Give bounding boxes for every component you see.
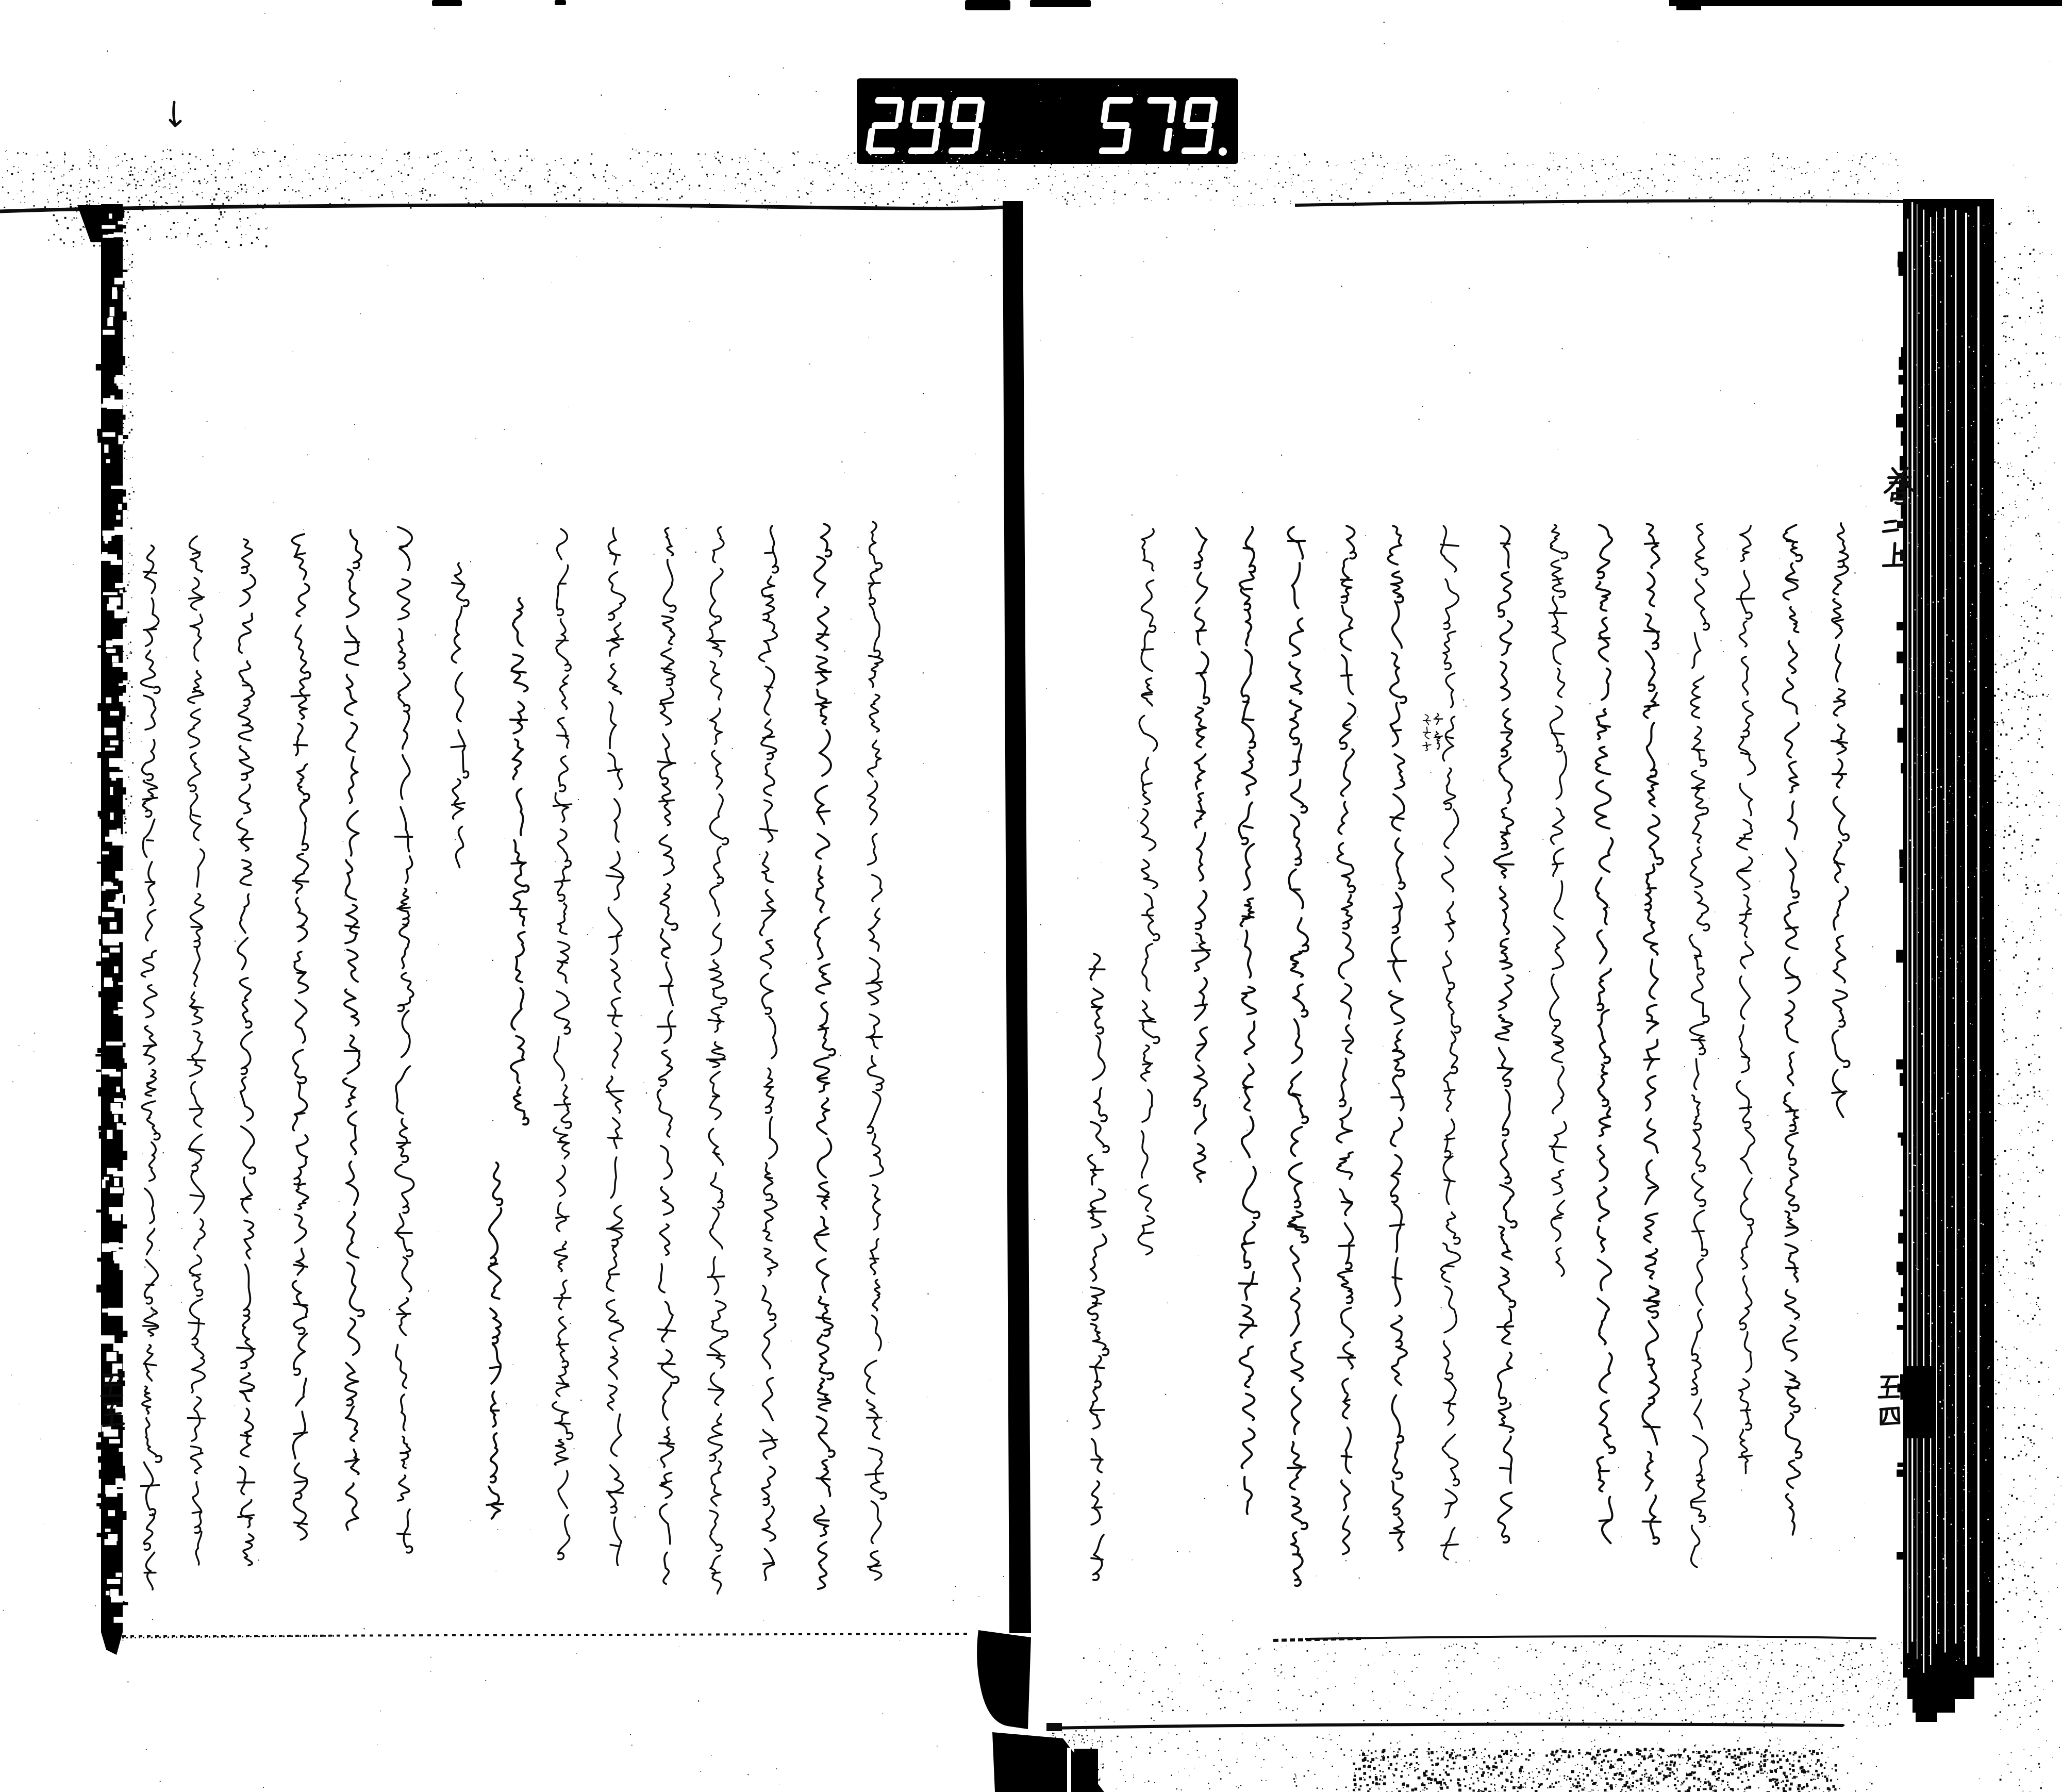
fore-edge-leaf-line — [1977, 206, 1980, 1656]
top-right-film-bar-thick — [1676, 0, 1701, 10]
gutter-white-slit — [1067, 1748, 1071, 1792]
fore-edge-leaf-line — [1917, 204, 1918, 1659]
top-small-mark — [555, 0, 566, 5]
fore-edge-leaf-line — [1923, 210, 1924, 1673]
fore-edge-step1 — [1907, 1678, 1974, 1699]
page-number-right-clip — [1903, 1366, 1934, 1438]
top-center-blob — [965, 0, 1010, 10]
top-small-mark — [432, 0, 462, 6]
fore-edge-leaf-line — [1944, 208, 1946, 1653]
fore-edge-step2 — [1913, 1699, 1955, 1713]
fore-edge-stack — [1896, 199, 1994, 1722]
fore-edge-step3 — [1916, 1713, 1937, 1722]
fore-edge-leaf-line — [1936, 211, 1937, 1644]
gutter-side-band — [1074, 1749, 1098, 1792]
board-line-end-blob — [1046, 1723, 1062, 1731]
top-center-blob2 — [1030, 0, 1091, 7]
fore-edge-leaf-line — [1955, 210, 1956, 1644]
top-right-film-bar — [1669, 0, 2062, 6]
fore-edge-leaf-line — [1930, 217, 1931, 1665]
right-page-bottom-edge-dots — [1273, 1638, 1361, 1640]
frame-counter — [857, 78, 1238, 164]
counter-decimal-point — [1219, 147, 1227, 156]
